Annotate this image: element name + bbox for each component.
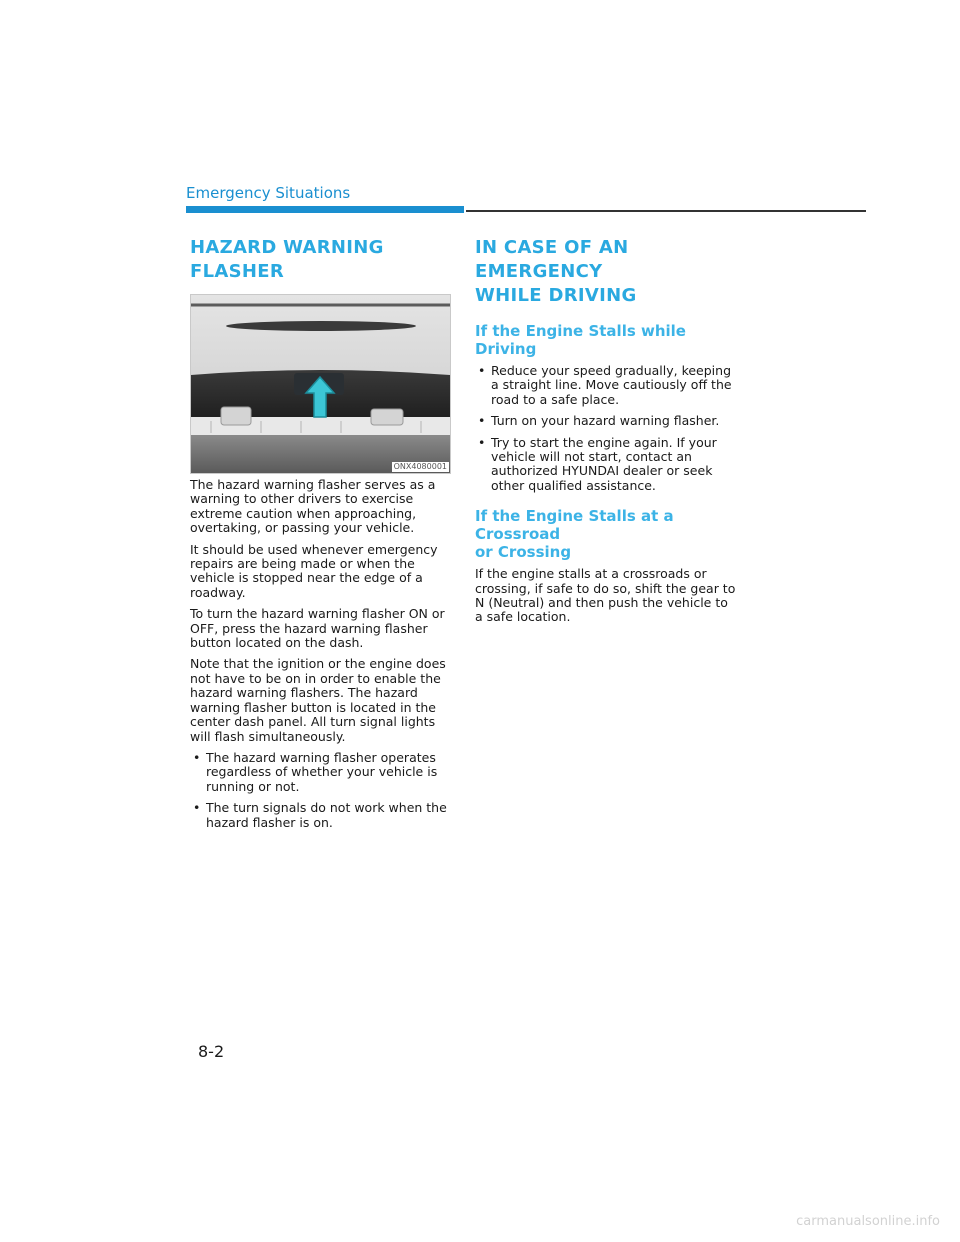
header-accent-bar <box>186 206 464 213</box>
watermark: carmanualsonline.info <box>796 1214 940 1229</box>
list-item: • The hazard warning flasher operates regardless of whether your vehicle is running or not. <box>190 751 452 794</box>
left-column <box>190 236 452 837</box>
list-item: • Try to start the engine again. If your vehicle will not start, contact an authorized HYUNDAI dealer or seek other qualified assistance. <box>475 436 739 494</box>
title-line-1: HAZARD WARNING <box>190 237 384 258</box>
list-item: • The turn signals do not work when the hazard flasher is on. <box>190 801 452 830</box>
page-number: 8-2 <box>198 1042 225 1061</box>
figure-code: ONX4080001 <box>393 462 447 471</box>
subsection-title-stalls-crossroad <box>475 507 739 561</box>
paragraph: If the engine stalls at a crossroads or crossing, if safe to do so, shift the gear to N (Neutral) and then push the vehicle to a safe location. <box>475 566 736 625</box>
section-header: Emergency Situations <box>186 184 351 202</box>
subsection-title-stalls-driving: If the Engine Stalls while Driving <box>475 322 686 358</box>
right-column <box>475 236 739 632</box>
paragraph: Note that the ignition or the engine does not have to be on in order to enable the hazard warning flashers. The hazard warning flasher button is located in the center dash panel. All turn signal lights will flash simultaneously. <box>190 656 446 744</box>
section-title-emergency <box>475 236 739 308</box>
title-line-2: WHILE DRIVING <box>475 285 637 306</box>
paragraph: It should be used whenever emergency repairs are being made or when the vehicle is stopped near the edge of a roadway. <box>190 541 438 600</box>
paragraph: The hazard warning flasher serves as a warning to other drivers to exercise extreme caution when approaching, overtaking, or passing your vehicle. <box>190 477 436 536</box>
bullet-list <box>190 751 452 830</box>
title-line-2: FLASHER <box>190 261 284 282</box>
header-rule <box>466 210 866 212</box>
subtitle-line-1: If the Engine Stalls at a Crossroad <box>475 507 674 544</box>
dash-illustration <box>191 295 450 473</box>
hazard-button-figure <box>190 294 451 474</box>
list-item: • Reduce your speed gradually, keeping a straight line. Move cautiously off the road to a safe place. <box>475 364 739 407</box>
title-line-1: IN CASE OF AN EMERGENCY <box>475 237 629 282</box>
subtitle-line-2: or Crossing <box>475 543 572 562</box>
list-item: • Turn on your hazard warning flasher. <box>475 414 739 428</box>
bullet-list <box>475 364 739 493</box>
section-title-hazard <box>190 236 452 284</box>
paragraph: To turn the hazard warning flasher ON or OFF, press the hazard warning flasher button located on the dash. <box>190 606 445 651</box>
